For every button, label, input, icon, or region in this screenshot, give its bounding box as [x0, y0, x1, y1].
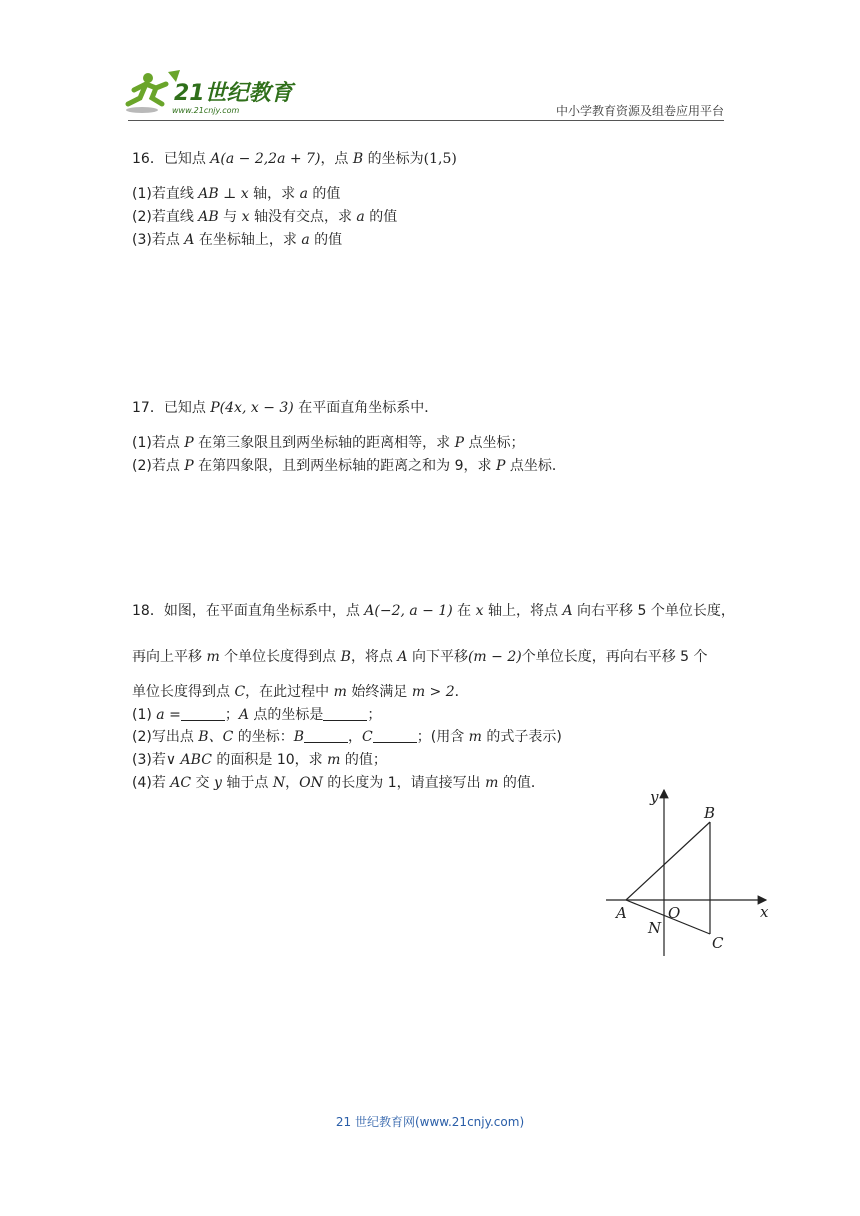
text: 单位长度得到点: [132, 684, 235, 700]
label-c: C: [712, 934, 724, 952]
text: 向右平移 5 个单位长度，: [572, 603, 735, 619]
text: 16．已知点: [132, 151, 211, 167]
math-var: B: [352, 151, 364, 167]
math-expr: AC: [170, 775, 192, 791]
math-var: B、C: [198, 729, 234, 745]
text: 的值；: [340, 752, 387, 768]
math-var: a: [301, 232, 310, 248]
text: 的式子表示): [481, 729, 562, 745]
site-tagline: 中小学教育资源及组卷应用平台: [555, 104, 724, 118]
text: 轴于点: [221, 775, 273, 791]
q18-stem-line3: [132, 683, 469, 701]
math-var: P: [495, 458, 506, 474]
math-expr: AB ⊥ x: [198, 186, 249, 202]
math-var: B: [340, 649, 351, 665]
footer-link[interactable]: 21 世纪教育网(www.21cnjy.com): [335, 1115, 525, 1129]
q18-part4: [132, 774, 545, 792]
text: ；: [367, 707, 382, 723]
text: ，: [348, 729, 363, 745]
text: 在第三象限且到两坐标轴的距离相等，求: [193, 435, 455, 451]
text: 点坐标；: [464, 435, 525, 451]
q18-part1: [132, 706, 381, 724]
text: 始终满足: [346, 684, 412, 700]
coordinate-figure: [602, 784, 778, 960]
text: 在: [452, 603, 476, 619]
q18-part2: [132, 728, 562, 746]
q17-part2: [132, 457, 566, 475]
text: (1): [132, 707, 157, 723]
label-o: O: [668, 904, 681, 922]
math-var: P: [184, 435, 194, 451]
logo-graphic: [122, 68, 302, 120]
text: 的长度为 1，请直接写出: [322, 775, 486, 791]
math-var: A: [397, 649, 408, 665]
math-point-p: P(4x, x − 3): [210, 400, 294, 416]
math-point-a: A(−2, a − 1): [364, 603, 453, 619]
q16-part3: [132, 231, 342, 249]
text: (1)若点: [132, 435, 185, 451]
math-coord: (1,5): [423, 151, 457, 167]
q16-stem: [132, 150, 457, 168]
q18-part3: [132, 751, 387, 769]
text: (2)写出点: [132, 729, 199, 745]
math-var: a: [299, 186, 308, 202]
text: 的面积是 10，求: [211, 752, 328, 768]
text: 的值: [307, 186, 341, 202]
math-point-a: A(a − 2,2a + 7): [210, 151, 321, 167]
site-logo: [122, 68, 302, 120]
math-var: A: [562, 603, 573, 619]
math-var: A: [184, 232, 195, 248]
math-var: x: [241, 209, 250, 225]
text: (3)若: [132, 752, 166, 768]
math-var: N: [272, 775, 286, 791]
text: 点的坐标是: [248, 707, 324, 723]
figure-svg: [602, 784, 778, 960]
text: 的值: [309, 232, 343, 248]
text: 轴上，将点: [483, 603, 563, 619]
math-var: m: [485, 775, 499, 791]
math-triangle: ∨ ABC: [165, 752, 212, 768]
label-n: N: [648, 919, 662, 937]
math-condition: m > 2: [411, 684, 455, 700]
math-var: m: [333, 684, 347, 700]
math-expr: (m − 2): [467, 649, 522, 665]
math-var: C: [234, 684, 246, 700]
text: ；(用含: [416, 729, 469, 745]
text: 的坐标：: [233, 729, 294, 745]
math-var: m: [327, 752, 341, 768]
answer-blank[interactable]: [181, 706, 225, 721]
q18-stem-line1: [132, 602, 735, 620]
math-var: P: [184, 458, 194, 474]
logo-text: 21世纪教育: [174, 81, 293, 106]
text: (1)若直线: [132, 186, 199, 202]
math-var: C: [362, 729, 373, 745]
math-var: m: [206, 649, 220, 665]
q16-part1: [132, 185, 340, 203]
text: 的值．: [498, 775, 545, 791]
text: 在平面直角坐标系中．: [293, 400, 439, 416]
text: ，点: [320, 151, 353, 167]
header-divider: [128, 120, 724, 121]
text: 与: [218, 209, 242, 225]
text: (2)若直线: [132, 209, 199, 225]
text: 交: [191, 775, 215, 791]
math-var: B: [293, 729, 305, 745]
label-y: y: [650, 788, 659, 806]
math-var: a =: [156, 707, 181, 723]
answer-blank[interactable]: [373, 728, 417, 743]
text: ，: [285, 775, 300, 791]
math-expr: AB: [198, 209, 219, 225]
q16-part2: [132, 208, 397, 226]
text: 轴没有交点，求: [249, 209, 357, 225]
math-expr: ON: [299, 775, 323, 791]
math-var: a: [356, 209, 365, 225]
text: ，将点: [350, 649, 398, 665]
text: 个单位长度得到点: [219, 649, 341, 665]
text: ．: [454, 684, 469, 700]
text: 18．如图，在平面直角坐标系中，点: [132, 603, 365, 619]
text: 个单位长度，再向右平移 5 个: [521, 649, 708, 665]
text: (3)若点: [132, 232, 185, 248]
logo-url: www.21cnjy.com: [172, 106, 240, 115]
label-b: B: [704, 804, 716, 822]
text: 向下平移: [407, 649, 468, 665]
runner-head: [143, 73, 153, 83]
label-a: A: [616, 904, 627, 922]
q18-stem-line2: [132, 648, 708, 666]
q17-stem: [132, 399, 438, 417]
text: ；: [224, 707, 239, 723]
math-var: A: [238, 707, 249, 723]
logo-shadow: [126, 107, 158, 113]
text: 在第四象限，且到两坐标轴的距离之和为 9，求: [193, 458, 496, 474]
text: (4)若: [132, 775, 171, 791]
segment-ab: [626, 822, 710, 900]
text: ，在此过程中: [245, 684, 334, 700]
answer-blank[interactable]: [323, 706, 367, 721]
math-var: m: [468, 729, 482, 745]
answer-blank[interactable]: [304, 728, 348, 743]
math-var: P: [454, 435, 465, 451]
text: (2)若点: [132, 458, 185, 474]
math-var: y: [214, 775, 222, 791]
math-var: x: [475, 603, 484, 619]
text: 在坐标轴上，求: [194, 232, 302, 248]
text: 再向上平移: [132, 649, 207, 665]
label-x: x: [760, 903, 769, 921]
runner-icon: [128, 84, 166, 104]
text: 的坐标为: [363, 151, 424, 167]
text: 点坐标．: [505, 458, 566, 474]
q17-part1: [132, 434, 524, 452]
text: 17．已知点: [132, 400, 211, 416]
text: 的值: [364, 209, 398, 225]
text: 轴，求: [248, 186, 300, 202]
